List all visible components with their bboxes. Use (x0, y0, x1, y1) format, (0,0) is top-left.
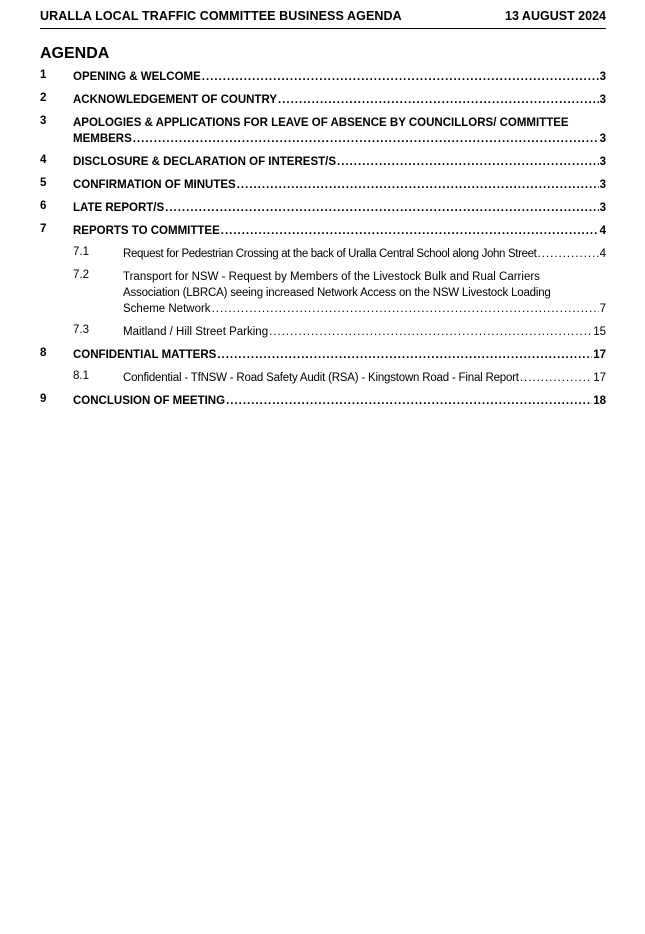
dot-leader (538, 246, 599, 262)
page-header (40, 0, 606, 29)
header-date: 13 AUGUST 2024 (505, 9, 606, 23)
toc-item-page: 3 (599, 71, 606, 83)
toc-item-number: 6 (40, 200, 47, 212)
toc-item-number: 2 (40, 92, 47, 104)
toc-item-number: 7.2 (73, 269, 89, 281)
toc-item-page: 15 (593, 326, 606, 338)
toc-item-number: 5 (40, 177, 47, 189)
toc-item-title: ACKNOWLEDGEMENT OF COUNTRY (73, 94, 278, 106)
toc-item-page: 18 (593, 395, 606, 407)
toc-item-number: 8.1 (73, 370, 89, 382)
toc-item-5[interactable] (40, 177, 606, 193)
toc-item-number: 3 (40, 115, 47, 127)
toc-item-page: 3 (599, 202, 606, 214)
toc-item-title: CONFIDENTIAL MATTERS (73, 349, 217, 361)
toc-item-number: 9 (40, 393, 47, 405)
dot-leader (226, 393, 592, 409)
toc-item-number: 7.1 (73, 246, 89, 258)
toc-item-number: 8 (40, 347, 47, 359)
toc-item-title-line: APOLOGIES & APPLICATIONS FOR LEAVE OF ABSENCE BY COUNCILLORS/ COMMITTEE (73, 117, 569, 129)
toc-item-page: 4 (599, 248, 606, 260)
toc-subitem-7-3[interactable] (40, 324, 606, 340)
dot-leader (337, 154, 599, 170)
toc-subitem-7-1[interactable] (40, 246, 606, 262)
toc-subitem-7-2[interactable] (40, 269, 606, 317)
toc-item-page: 3 (599, 133, 606, 145)
toc-item-title: Confidential - TfNSW - Road Safety Audit (RSA) - Kingstown Road - Final Report (123, 372, 519, 384)
document-page (40, 0, 606, 407)
dot-leader (269, 324, 592, 340)
dot-leader (202, 69, 599, 85)
toc-item-8[interactable] (40, 347, 606, 363)
toc-item-title: CONCLUSION OF MEETING (73, 395, 226, 407)
toc-item-title: MEMBERS (73, 133, 132, 145)
toc-item-title: Scheme Network (123, 303, 211, 315)
toc-item-title: CONFIRMATION OF MINUTES (73, 179, 236, 191)
toc-item-number: 7.3 (73, 324, 89, 336)
toc-item-6[interactable] (40, 200, 606, 216)
toc-item-number: 1 (40, 69, 47, 81)
toc-item-7[interactable] (40, 223, 606, 239)
dot-leader (165, 200, 598, 216)
toc-item-page: 3 (599, 156, 606, 168)
toc-item-number: 4 (40, 154, 47, 166)
toc-item-title: Maitland / Hill Street Parking (123, 326, 269, 338)
toc-item-title: LATE REPORT/S (73, 202, 165, 214)
toc-item-9[interactable] (40, 393, 606, 409)
toc-item-2[interactable] (40, 92, 606, 108)
toc-item-3[interactable] (40, 115, 606, 147)
toc-item-title: Request for Pedestrian Crossing at the back of Uralla Central School along John Street (123, 248, 537, 260)
toc-item-title: REPORTS TO COMMITTEE (73, 225, 220, 237)
toc-item-page: 17 (593, 349, 606, 361)
toc-item-title-line: Transport for NSW - Request by Members of the Livestock Bulk and Rual Carriers (123, 271, 540, 283)
header-title: URALLA LOCAL TRAFFIC COMMITTEE BUSINESS AGENDA (40, 9, 402, 23)
dot-leader (278, 92, 599, 108)
toc-item-page: 4 (599, 225, 606, 237)
toc-item-page: 17 (593, 372, 606, 384)
toc-item-title: OPENING & WELCOME (73, 71, 201, 83)
toc-item-title: DISCLOSURE & DECLARATION OF INTEREST/S (73, 156, 337, 168)
toc-item-number: 7 (40, 223, 47, 235)
dot-leader (133, 131, 599, 147)
toc-item-page: 3 (599, 94, 606, 106)
toc-item-4[interactable] (40, 154, 606, 170)
dot-leader (212, 301, 599, 317)
dot-leader (520, 370, 592, 386)
toc-item-page: 7 (599, 303, 606, 315)
table-of-contents (40, 69, 606, 409)
toc-item-title-line: Association (LBRCA) seeing increased Network Access on the NSW Livestock Loading (123, 287, 551, 299)
dot-leader (237, 177, 599, 193)
toc-item-1[interactable] (40, 69, 606, 85)
dot-leader (221, 223, 599, 239)
toc-item-page: 3 (599, 179, 606, 191)
agenda-heading: AGENDA (40, 45, 110, 62)
dot-leader (217, 347, 592, 363)
toc-subitem-8-1[interactable] (40, 370, 606, 386)
